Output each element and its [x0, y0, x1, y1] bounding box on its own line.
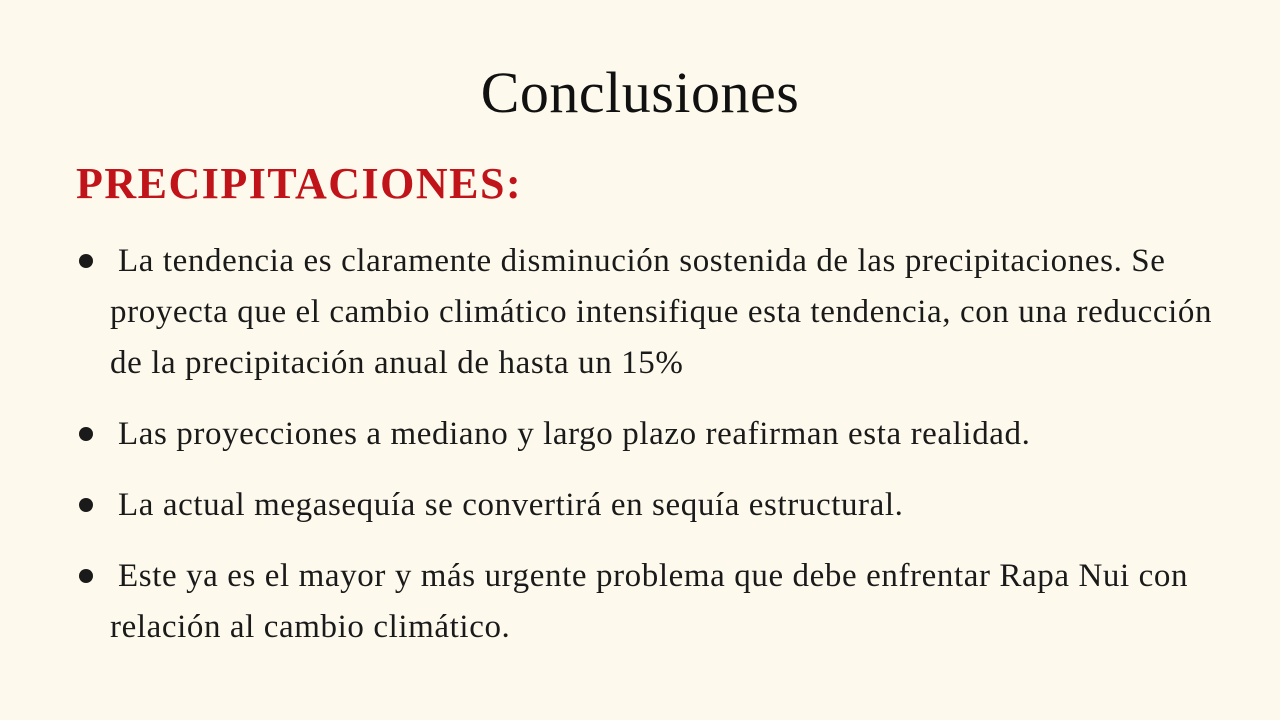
- bullet-dot-icon: [79, 254, 93, 268]
- bullet-list: [76, 236, 1216, 653]
- bullet-item: [76, 480, 1216, 531]
- bullet-text: La actual megasequía se convertirá en sequía estructural.: [118, 487, 904, 523]
- slide-title: Conclusiones: [480, 60, 800, 125]
- bullet-item: [76, 409, 1216, 460]
- bullet-text: La tendencia es claramente disminución sostenida de las precipitaciones. Se proyecta que el cambio climático intensifique esta tendencia, con una reducción de la precipitación anual de hasta un 15%: [110, 243, 1213, 381]
- bullet-text: Este ya es el mayor y más urgente problema que debe enfrentar Rapa Nui con relación al cambio climático.: [110, 558, 1189, 645]
- section-heading: PRECIPITACIONES:: [76, 159, 523, 208]
- bullet-dot-icon: [79, 427, 93, 441]
- bullet-text: Las proyecciones a mediano y largo plazo reafirman esta realidad.: [118, 416, 1031, 452]
- bullet-dot-icon: [79, 569, 93, 583]
- bullet-dot-icon: [79, 498, 93, 512]
- bullet-item: [76, 236, 1216, 389]
- bullet-item: [76, 551, 1216, 653]
